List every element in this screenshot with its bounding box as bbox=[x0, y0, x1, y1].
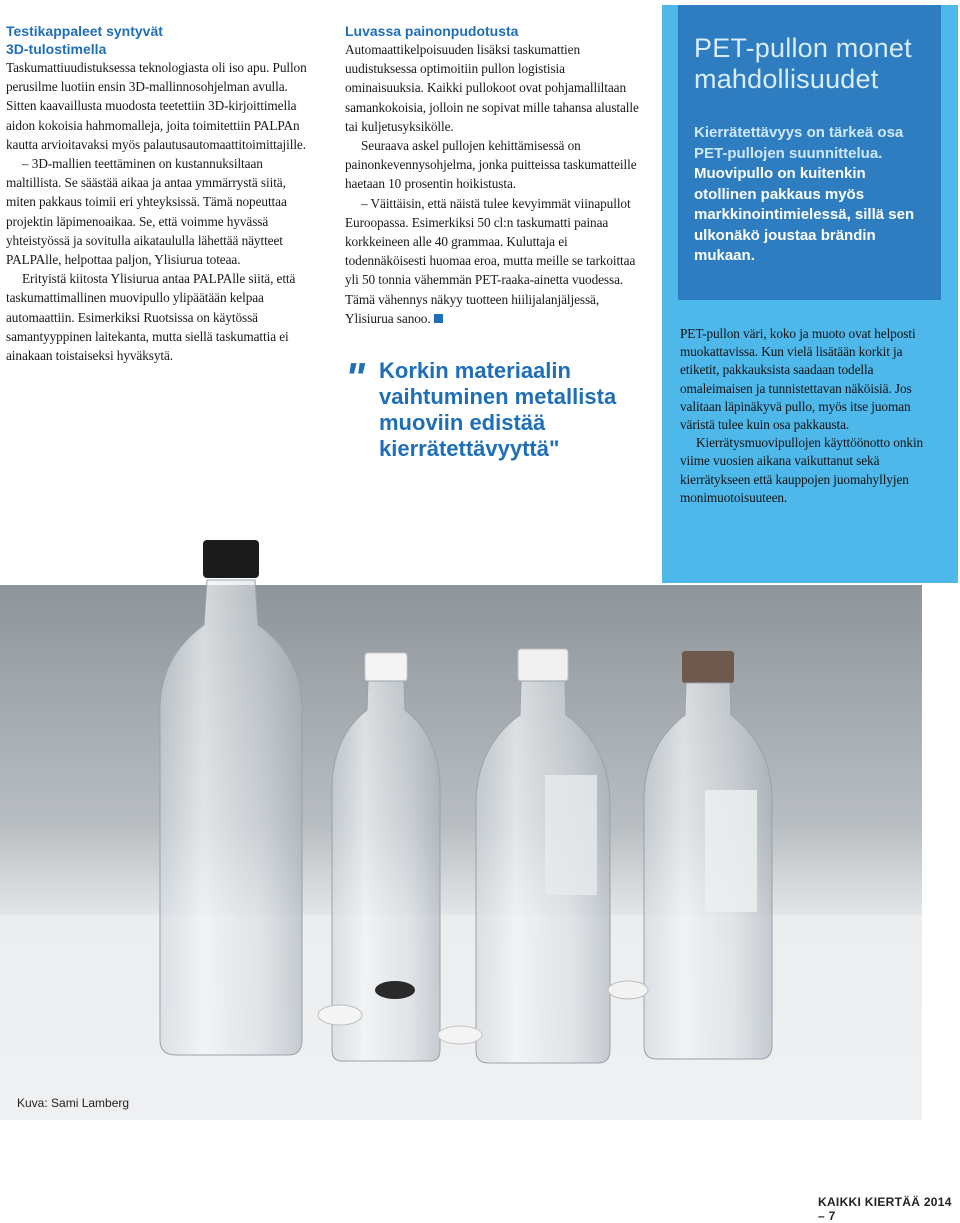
bottle-cap bbox=[608, 981, 648, 999]
paragraph: Kierrätysmuovipullojen käyttöönotto onkin viime vuosien aikana vaikuttanut sekä kierrätykseen että kauppojen juomahyllyjen monimuotoisuuteen. bbox=[680, 435, 924, 505]
sidebar-box bbox=[662, 5, 958, 583]
sidebar-lead: Kierrätettävyys on tärkeä osa PET-pullojen suunnittelua. Muovipullo on kuitenkin otollinen pakkaus myös markkinointimielessä, sillä sen ulkonäkö joustaa brändin mukaan. bbox=[694, 124, 915, 264]
paragraph: Erityistä kiitosta Ylisiurua antaa PALPAlle siitä, että taskumattimallinen muovipullo ylipäätään kelpaa automaattiin. Esimerkiksi Ruotsissa on käytössä samantyyppinen laitekanta, mutta siellä taskumattia ei ainakaan toistaiseksi hyväksytä. bbox=[6, 271, 296, 364]
sidebar-header bbox=[678, 5, 941, 300]
bottle-cap bbox=[375, 981, 415, 999]
bottle-cap bbox=[318, 1005, 362, 1025]
paragraph: Automaattikelpoisuuden lisäksi taskumattien uudistuksessa optimoitiin pullon logistisia ominaisuuksia. Kaikki pullokoot ovat pohjamalliltaan samankokoisia, jolloin ne sopivat mille tahansa alustalle tai kuljetusyksikölle. bbox=[345, 42, 639, 134]
paragraph: PET-pullon väri, koko ja muoto ovat helposti muokattavissa. Kun vielä lisätään korkit ja etiketit, pakkauksista saadaan todella omaleimaisen ja tunnistettavan näköisiä. Jos valitaan läpinäkyvä pullo, myös itse juoman väristä tulee kuin osa pakkausta. bbox=[680, 326, 916, 433]
page-footer: KAIKKI KIERTÄÄ 2014 – 7 bbox=[818, 1195, 952, 1223]
sidebar-title: PET-pullon monet mahdollisuudet bbox=[694, 33, 912, 94]
paragraph: – 3D-mallien teettäminen on kustannuksiltaan maltillista. Se säästää aikaa ja antaa ymmärrystä siitä, miten pakkaus toimii eri yhteyksissä. Tämä nopeuttaa projektin läpimenoaikaa. Se, että voimme hyvässä yhteistyössä ja sovitulla aikataululla lähettää näytteet PALPAlle, helpottaa paljon, Ylisiurua toteaa. bbox=[6, 156, 287, 268]
end-mark-icon bbox=[434, 314, 443, 323]
paragraph: Taskumattiuudistuksessa teknologiasta oli iso apu. Pullon perusilme luotiin ensin 3D-mallinnosohjelman avulla. Sitten kaavaillusta muodosta teetettiin 3D-kirjoittimella aidon kokoisia hahmomalleja, joita toimitettiin PALPAn kautta arvioitavaksi myös palautusautomaattitoimittajille. bbox=[6, 60, 307, 152]
bottles-illustration bbox=[0, 585, 922, 1120]
section-heading: Testikappaleet syntyvät 3D-tulostimella bbox=[6, 23, 163, 57]
paragraph: Seuraava askel pullojen kehittämisessä on painonkevennysohjelma, jonka puitteissa taskumatteille haetaan 10 prosentin hoikistusta. bbox=[345, 138, 637, 192]
article-column-1 bbox=[6, 22, 318, 365]
sidebar-body bbox=[680, 325, 942, 507]
photo-caption: Kuva: Sami Lamberg bbox=[17, 1096, 130, 1110]
bottles-photo bbox=[0, 585, 922, 1120]
quote-mark-icon: " bbox=[345, 354, 359, 401]
pull-quote-text: Korkin materiaalin vaihtuminen metallista muoviin edistää kierrätettävyyttä" bbox=[379, 358, 617, 461]
article-column-2 bbox=[345, 22, 645, 328]
paragraph: – Väittäisin, että näistä tulee kevyimmät viinapullot Euroopassa. Esimerkiksi 50 cl:n taskumatti painaa korkkeineen alle 40 grammaa. Kuluttaja ei todennäköisesti huomaa eroa, mutta meille se tarkoittaa yli 50 tonnia vähemmän PET-raaka-ainetta vuodessa. Tämä vähennys näkyy tuotteen hiilijalanjäljessä, Ylisiurua sanoo. bbox=[345, 195, 636, 326]
bottle-cap bbox=[438, 1026, 482, 1044]
section-heading: Luvassa painonpudotusta bbox=[345, 23, 519, 39]
pull-quote bbox=[345, 354, 635, 462]
